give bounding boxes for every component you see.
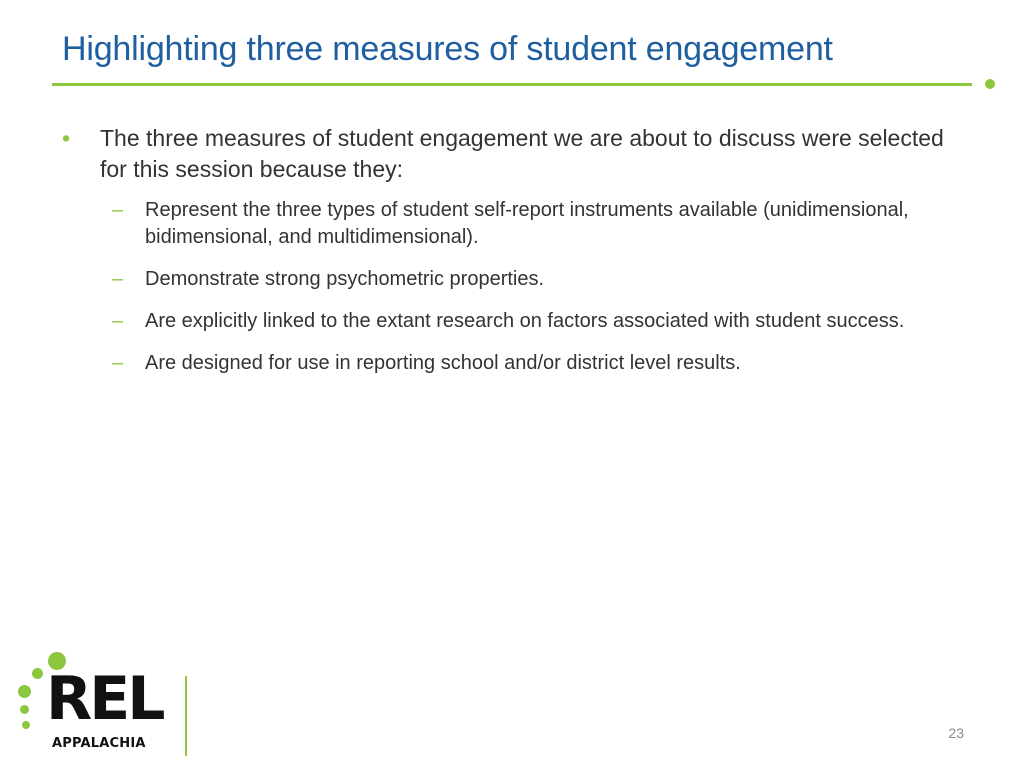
dash-icon: – [112,352,124,374]
slide-content [62,123,962,392]
logo-dot-icon [18,685,31,698]
sub-bullet [62,266,962,293]
slide-title: Highlighting three measures of student engagement [62,30,833,68]
title-divider-dot [985,79,995,89]
sub-bullet [62,308,962,335]
logo-dot-icon [32,668,43,679]
sub-bullet-text: Are designed for use in reporting school and/or district level results. [145,352,741,374]
dash-icon: – [112,268,124,290]
sub-bullet-text: Are explicitly linked to the extant research on factors associated with student success. [145,310,905,332]
rel-appalachia-logo [14,652,194,756]
sub-bullet-list [62,197,962,377]
main-bullet [62,123,962,185]
logo-appalachia-text: APPALACHIA [52,736,146,751]
title-divider [52,83,972,86]
sub-bullet-text: Demonstrate strong psychometric properties. [145,268,545,290]
dash-icon: – [112,310,124,332]
logo-dot-icon [22,721,30,729]
sub-bullet [62,350,962,377]
logo-rel-text: REL [46,664,163,734]
logo-divider [185,676,187,756]
dash-icon: – [112,199,124,221]
sub-bullet-text: Represent the three types of student self-report instruments available (unidimensional, bidimensional, and multidimensional). [145,199,909,248]
bullet-dot-icon: • [62,125,71,151]
main-bullet-text: The three measures of student engagement we are about to discuss were selected for this session because they: [100,125,944,182]
logo-dot-icon [20,705,29,714]
page-number: 23 [948,725,964,741]
sub-bullet [62,197,962,251]
